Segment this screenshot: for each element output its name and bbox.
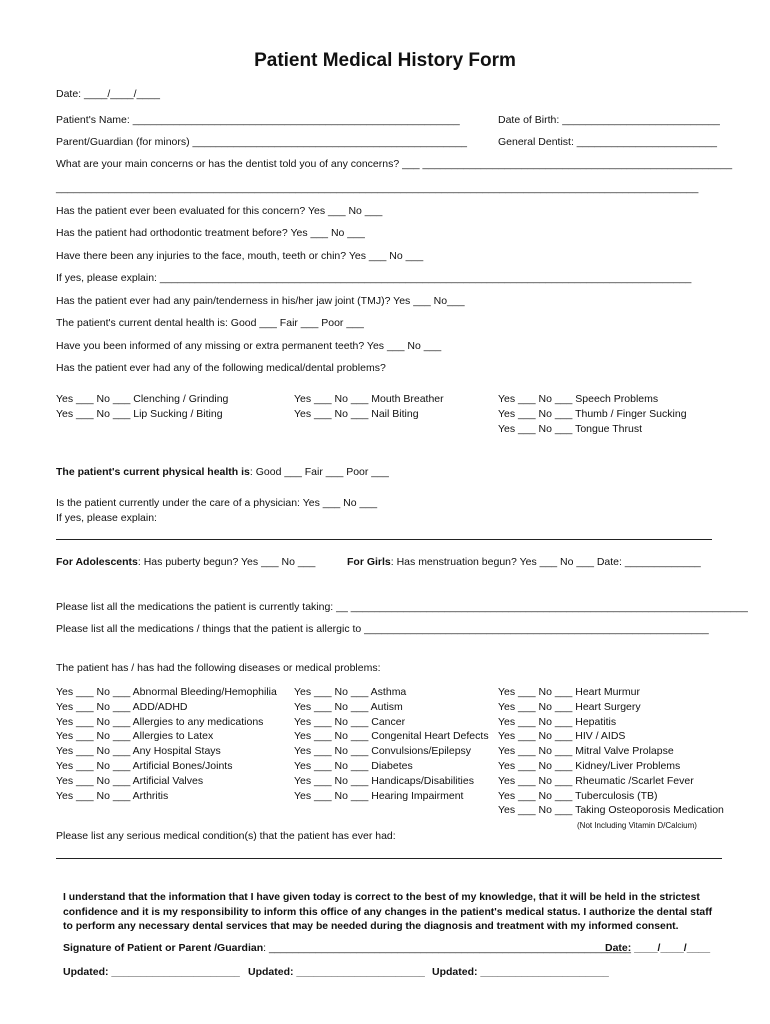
updated-field-3[interactable]: Updated: ______________________	[432, 966, 609, 978]
habits-column-3	[498, 393, 687, 437]
girls-options[interactable]: : Has menstruation begun? Yes ___ No ___ Date: _____________	[390, 556, 701, 568]
form-title: Patient Medical History Form	[254, 50, 516, 71]
disease-item[interactable]: Yes ___ No ___ Allergies to any medications	[56, 715, 264, 728]
physician-question[interactable]: Is the patient currently under the care of a physician: Yes ___ No ___	[56, 497, 378, 509]
diseases-column-1	[56, 686, 277, 804]
disease-item[interactable]: Yes ___ No ___ Heart Murmur	[498, 686, 641, 698]
patient-name-field[interactable]: Patient's Name: ________________________________________________________	[56, 114, 460, 126]
disease-item[interactable]: Yes ___ No ___ Artificial Valves	[56, 774, 204, 787]
diseases-heading: The patient has / has had the following diseases or medical problems:	[56, 662, 381, 674]
injuries-explain-field[interactable]: If yes, please explain: ___________________________________________________________________________________________	[56, 272, 692, 284]
disease-item[interactable]: Yes ___ No ___ Heart Surgery	[498, 700, 641, 713]
habits-column-1	[56, 393, 228, 423]
question-missing-teeth[interactable]: Have you been informed of any missing or extra permanent teeth? Yes ___ No ___	[56, 340, 442, 352]
disease-item[interactable]: Yes ___ No ___ Rheumatic /Scarlet Fever	[498, 774, 694, 787]
habit-item[interactable]: Yes ___ No ___ Lip Sucking / Biting	[56, 407, 223, 420]
medications-field[interactable]: Please list all the medications the patient is currently taking: __ ____________________________________________________________________	[56, 601, 748, 613]
disease-item[interactable]: Yes ___ No ___ Arthritis	[56, 789, 169, 802]
disease-item[interactable]: Yes ___ No ___ HIV / AIDS	[498, 730, 626, 743]
habit-item[interactable]: Yes ___ No ___ Nail Biting	[294, 407, 419, 420]
disease-item[interactable]: Yes ___ No ___ Convulsions/Epilepsy	[294, 745, 472, 758]
adolescents-options[interactable]: : Has puberty begun? Yes ___ No ___	[137, 556, 316, 568]
updated-field-2[interactable]: Updated: ______________________	[248, 966, 425, 978]
disease-item[interactable]: Yes ___ No ___ Abnormal Bleeding/Hemophilia	[56, 686, 277, 698]
disease-item[interactable]: Yes ___ No ___ Hearing Impairment	[294, 789, 464, 802]
signature-date-field[interactable]: Date: ____/____/____	[605, 942, 711, 954]
concerns-field[interactable]: What are your main concerns or has the dentist told you of any concerns? ___ _____________________________________________________	[56, 158, 733, 170]
date-of-birth-field[interactable]: Date of Birth: ___________________________	[498, 114, 720, 126]
habit-item[interactable]: Yes ___ No ___ Clenching / Grinding	[56, 393, 229, 405]
question-evaluated[interactable]: Has the patient ever been evaluated for this concern? Yes ___ No ___	[56, 205, 383, 217]
adolescents-label: For Adolescents	[56, 556, 138, 568]
physician-explain-line[interactable]	[56, 539, 712, 540]
physician-explain-label: If yes, please explain:	[56, 512, 157, 524]
disease-item[interactable]: Yes ___ No ___ Allergies to Latex	[56, 730, 214, 743]
vitamin-note: (Not Including Vitamin D/Calcium)	[577, 821, 697, 830]
signature-line[interactable]: : ______________________________________________________________	[263, 942, 632, 954]
habit-item[interactable]: Yes ___ No ___ Tongue Thrust	[498, 422, 643, 435]
physical-health-question[interactable]	[56, 466, 389, 479]
disease-item[interactable]: Yes ___ No ___ Handicaps/Disabilities	[294, 774, 474, 787]
habits-column-2	[294, 393, 444, 423]
diseases-column-3	[498, 686, 724, 819]
disease-item[interactable]: Yes ___ No ___ Asthma	[294, 686, 407, 698]
disease-item[interactable]: Yes ___ No ___ Tuberculosis (TB)	[498, 789, 658, 802]
question-problems-heading: Has the patient ever had any of the following medical/dental problems?	[56, 362, 386, 374]
signature-field[interactable]	[63, 942, 631, 955]
general-dentist-field[interactable]: General Dentist: ________________________	[498, 136, 717, 148]
question-injuries[interactable]: Have there been any injuries to the face, mouth, teeth or chin? Yes ___ No ___	[56, 250, 424, 262]
habit-item[interactable]: Yes ___ No ___ Speech Problems	[498, 393, 659, 405]
serious-conditions-line[interactable]	[56, 858, 722, 859]
disease-item[interactable]: Yes ___ No ___ Cancer	[294, 715, 406, 728]
consent-line-2: confidence and it is my responsibility to inform this office of any changes in the patient's medical status. I authorize the dental staff	[63, 907, 713, 918]
girls-label: For Girls	[347, 556, 391, 568]
question-orthodontic[interactable]: Has the patient had orthodontic treatment before? Yes ___ No ___	[56, 227, 365, 239]
disease-item[interactable]: Yes ___ No ___ Hepatitis	[498, 715, 617, 728]
consent-line-3: to perform any necessary dental services that may be needed during the diagnosis and treatment with my informed consent.	[63, 921, 679, 932]
question-dental-health[interactable]: The patient's current dental health is: Good ___ Fair ___ Poor ___	[56, 317, 364, 329]
diseases-column-2	[294, 686, 489, 804]
concerns-line[interactable]: ______________________________________________________________________________________________________________	[56, 182, 699, 194]
girls-question[interactable]	[347, 556, 701, 569]
adolescents-question[interactable]	[56, 556, 315, 569]
serious-conditions-label: Please list any serious medical condition(s) that the patient has ever had:	[56, 830, 396, 842]
disease-item[interactable]: Yes ___ No ___ ADD/ADHD	[56, 700, 188, 713]
consent-line-1: I understand that the information that I have given today is correct to the best of my knowledge, that it will be held in the strictest	[63, 892, 700, 903]
allergies-field[interactable]: Please list all the medications / things that the patient is allergic to ___________________________________________________________	[56, 623, 709, 635]
disease-item[interactable]: Yes ___ No ___ Congenital Heart Defects	[294, 730, 489, 743]
habit-item[interactable]: Yes ___ No ___ Thumb / Finger Sucking	[498, 407, 687, 420]
updated-field-1[interactable]: Updated: ______________________	[63, 966, 240, 978]
physical-health-label: The patient's current physical health is	[56, 466, 250, 478]
disease-item[interactable]: Yes ___ No ___ Artificial Bones/Joints	[56, 759, 233, 772]
habit-item[interactable]: Yes ___ No ___ Mouth Breather	[294, 393, 444, 405]
disease-item[interactable]: Yes ___ No ___ Diabetes	[294, 759, 413, 772]
date-field[interactable]: Date: ____/____/____	[56, 88, 160, 100]
physical-health-options[interactable]: : Good ___ Fair ___ Poor ___	[249, 466, 389, 478]
parent-guardian-field[interactable]: Parent/Guardian (for minors) _______________________________________________	[56, 136, 468, 148]
disease-item[interactable]: Yes ___ No ___ Autism	[294, 700, 403, 713]
disease-item[interactable]: Yes ___ No ___ Mitral Valve Prolapse	[498, 745, 674, 758]
disease-item[interactable]: Yes ___ No ___ Taking Osteoporosis Medication	[498, 804, 724, 817]
signature-label: Signature of Patient or Parent /Guardian	[63, 942, 264, 954]
question-tmj[interactable]: Has the patient ever had any pain/tenderness in his/her jaw joint (TMJ)? Yes ___ No___	[56, 295, 465, 307]
disease-item[interactable]: Yes ___ No ___ Kidney/Liver Problems	[498, 759, 681, 772]
disease-item[interactable]: Yes ___ No ___ Any Hospital Stays	[56, 745, 221, 758]
